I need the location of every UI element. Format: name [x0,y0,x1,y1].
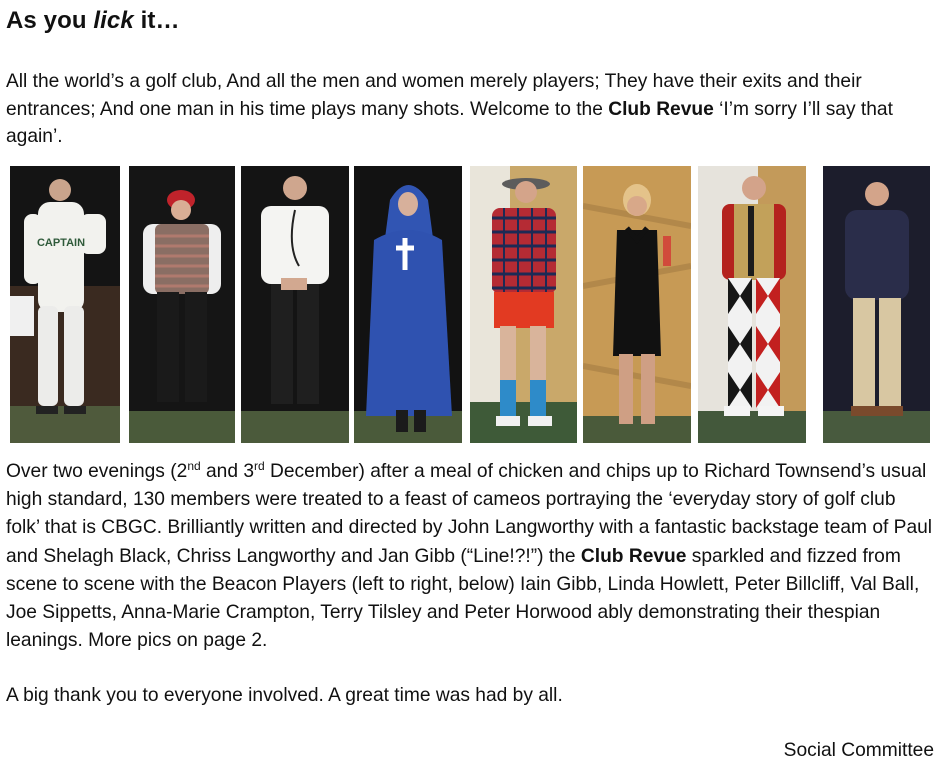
body-bold-club-revue: Club Revue [580,545,687,567]
intro-bold-club-revue: Club Revue [608,98,714,120]
photo-golfer-check-shirt [470,166,577,443]
cast-photo-strip [10,166,930,443]
article-body [6,458,934,655]
signoff: Social Committee [783,740,934,761]
thanks-paragraph: A big thank you to everyone involved. A great time was had by all. [6,685,563,706]
photo-captain-costume [10,166,120,443]
heading-text-start: As you [6,7,94,34]
heading-italic-word: lick [93,7,134,34]
superscript-nd: nd [187,459,201,473]
photo-navy-sweater [823,166,930,443]
photo-white-shirt-whistle [241,166,349,443]
article-heading [6,4,180,38]
body-text-4: sparkled and fizzed from scene to scene with the Beacon Players (left to right, below) Iain Gibb, Linda Howlett, Peter Billcliff, Val Ball, Joe Sippetts, Anna-Marie Crampton, Terry Tilsley and Peter Horwood ably demonstrating their thespian leanings. More pics on page 2. [6,545,920,652]
intro-paragraph [6,68,931,151]
photo-nun-costume [354,166,462,443]
photo-black-dress [583,166,691,443]
superscript-rd: rd [254,459,265,473]
captain-shirt-lettering: CAPTAIN [36,237,86,249]
body-text-3: December) after a meal of chicken and chips up to Richard Townsend’s usual high standard, 130 members were treated to a feast of cameos portraying the ‘everyday story of golf club folk’ that is CBGC. Brilliantly written and directed by John Langworthy with a fantastic backstage team of Paul and Shelagh Black, Chriss Langworthy and Jan Gibb (“Line!?!”) the [6,461,933,567]
photo-red-hat-tank-top [129,166,235,443]
body-text-1: Over two evenings (2 [6,461,188,482]
heading-text-end: it… [133,7,180,34]
body-text-2: and 3 [200,461,255,482]
intro-text-end: ‘I’m sorry I’ll say that again’. [6,98,893,147]
photo-argyle-trousers [698,166,806,443]
intro-text: All the world’s a golf club, And all the men and women merely players; They have their exits and their entrances; And one man in his time plays many shots. Welcome to the [6,71,862,120]
